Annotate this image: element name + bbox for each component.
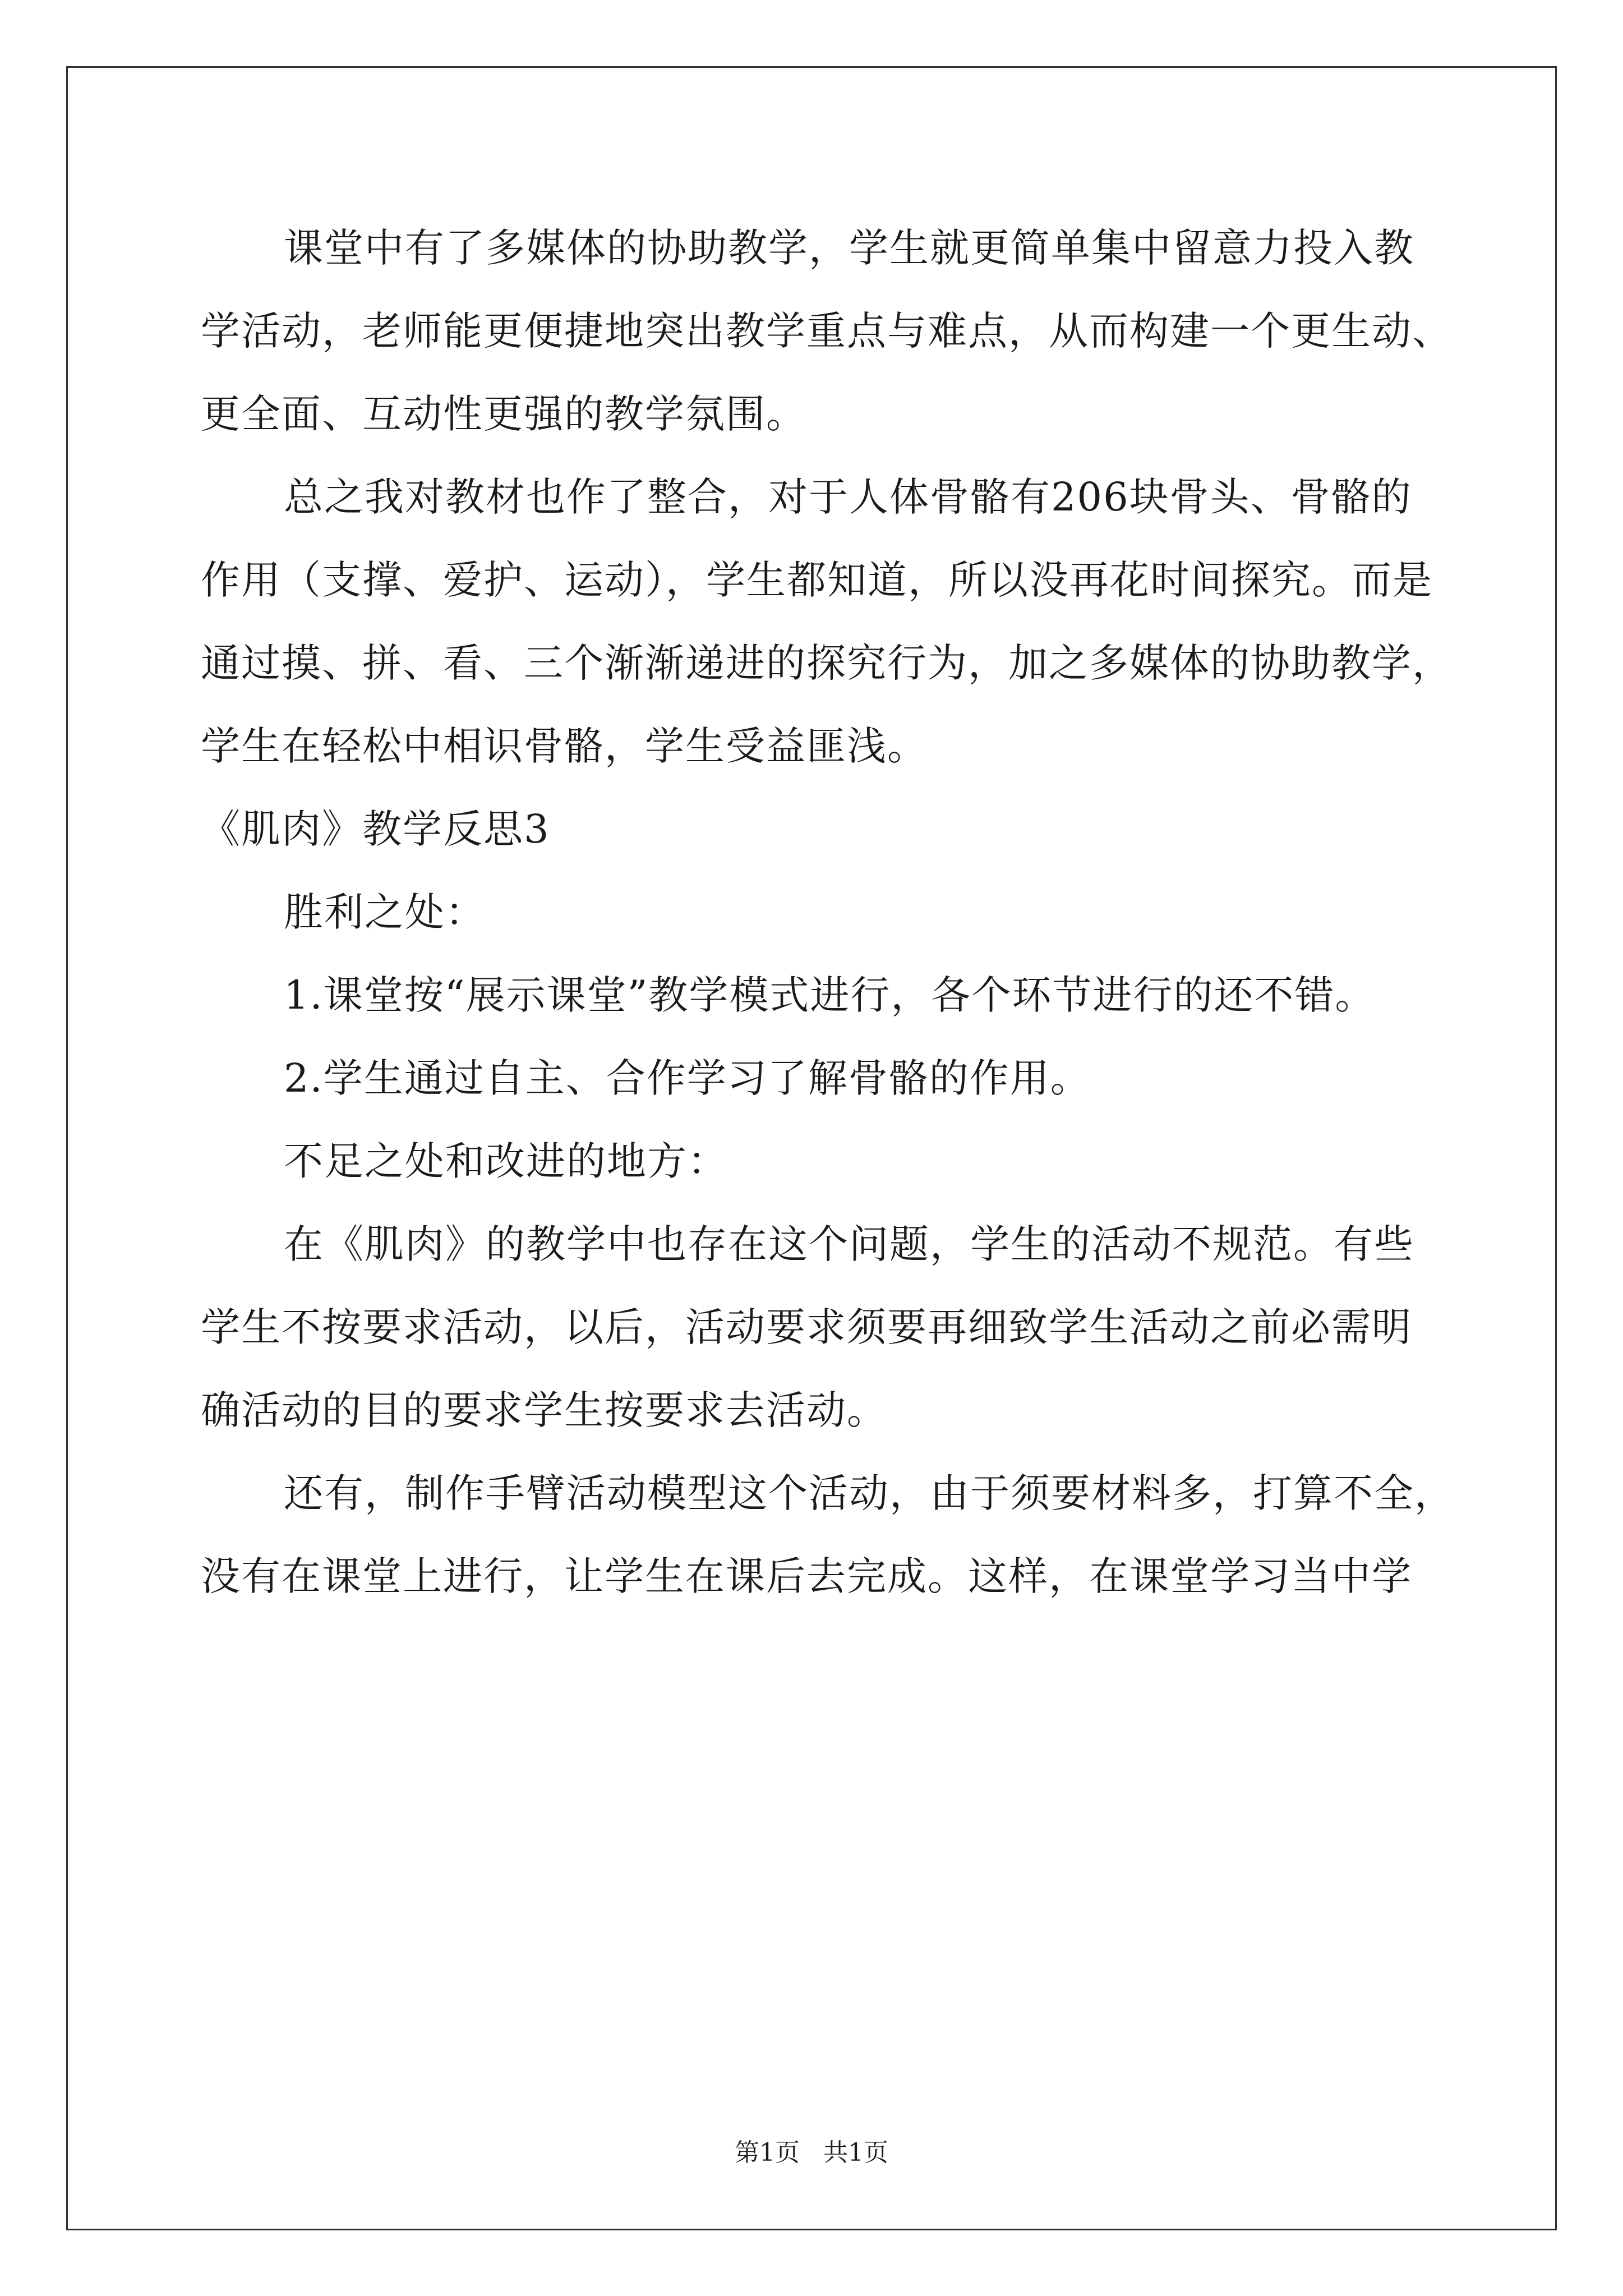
page-footer: 第1页 共1页 <box>735 2138 888 2167</box>
paragraph-1-line-1: 课堂中有了多媒体的协助教学，学生就更简单集中留意力投入教 <box>284 225 1414 271</box>
paragraph-1-line-3: 更全面、互动性更强的教学氛围。 <box>201 391 806 437</box>
paragraph-2-line-1: 总之我对教材也作了整合，对于人体骨骼有206块骨头、骨骼的 <box>284 474 1412 520</box>
paragraph-2-line-4: 学生在轻松中相识骨骼，学生受益匪浅。 <box>201 723 928 769</box>
paragraph-4-line-2: 没有在课堂上进行，让学生在课后去完成。这样，在课堂学习当中学 <box>201 1553 1412 1599</box>
paragraph-3-line-1: 在《肌肉》的教学中也存在这个问题，学生的活动不规范。有些 <box>284 1221 1414 1267</box>
paragraph-1-line-2: 学活动，老师能更便捷地突出教学重点与难点，从而构建一个更生动、 <box>201 308 1453 354</box>
paragraph-2-line-3: 通过摸、拼、看、三个渐渐递进的探究行为，加之多媒体的协助教学， <box>201 640 1453 686</box>
success-label: 胜利之处： <box>284 889 486 935</box>
list-item-1: 1.课堂按“展示课堂”教学模式进行，各个环节进行的还不错。 <box>284 972 1376 1018</box>
paragraph-3-line-3: 确活动的目的要求学生按要求去活动。 <box>201 1387 887 1433</box>
shortcoming-label: 不足之处和改进的地方： <box>284 1138 728 1184</box>
paragraph-4-line-1: 还有，制作手臂活动模型这个活动，由于须要材料多，打算不全， <box>284 1470 1455 1516</box>
section-heading: 《肌肉》教学反思3 <box>201 806 550 852</box>
list-item-2: 2.学生通过自主、合作学习了解骨骼的作用。 <box>284 1055 1091 1101</box>
paragraph-3-line-2: 学生不按要求活动，以后，活动要求须要再细致学生活动之前必需明 <box>201 1304 1412 1350</box>
paragraph-2-line-2: 作用（支撑、爱护、运动），学生都知道，所以没再花时间探究。而是 <box>201 557 1433 603</box>
